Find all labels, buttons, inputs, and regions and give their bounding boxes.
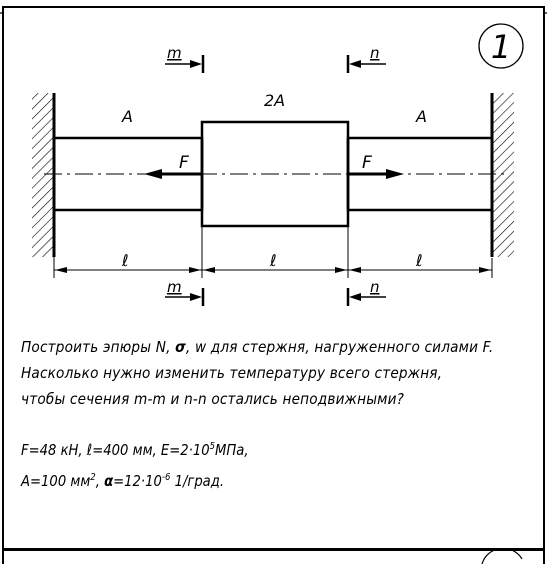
force-arrow-right [348, 169, 404, 179]
left-wall [32, 93, 54, 257]
force-label-right: F [362, 153, 372, 173]
section-label-top-left: m [167, 44, 182, 62]
section-label-bottom-left: m [167, 278, 182, 296]
statement-line-1: Построить эпюры N, σ, w для стержня, нагруженного силами F. [21, 338, 494, 356]
force-arrow-left [144, 169, 202, 179]
bar-diagram [4, 8, 543, 328]
next-card-badge-arc [4, 551, 543, 564]
length-label-middle: ℓ [270, 251, 277, 270]
statement-line-2: Насколько нужно изменить температуру всего стержня, [21, 364, 443, 382]
statement-line-3: чтобы сечения m-m и n-n остались неподвижными? [21, 390, 405, 408]
length-label-right: ℓ [416, 251, 423, 270]
problem-statement [21, 334, 494, 412]
area-label-middle: 2A [264, 91, 286, 110]
area-label-left: A [122, 107, 133, 126]
force-label-left: F [179, 153, 189, 173]
section-marker-bottom-right [348, 288, 386, 306]
length-label-left: ℓ [122, 251, 129, 270]
given-data [21, 433, 249, 495]
area-label-right: A [416, 107, 427, 126]
problem-number: 1 [490, 28, 512, 66]
section-marker-top-right [348, 55, 386, 73]
problem-number-badge [479, 24, 523, 68]
section-label-top-right: n [370, 44, 380, 62]
given-line-2: A=100 $мм^2$, $\alpha=12\cdot 10^{-6}$ 1/град. [21, 472, 225, 491]
section-label-bottom-right: n [370, 278, 380, 296]
right-wall [492, 93, 514, 257]
problem-card [2, 6, 545, 550]
top-frame [0, 0, 547, 4]
given-line-1: F=48 кН, ℓ=400 мм, $E=2\cdot 10^5МПа$, [21, 441, 249, 460]
